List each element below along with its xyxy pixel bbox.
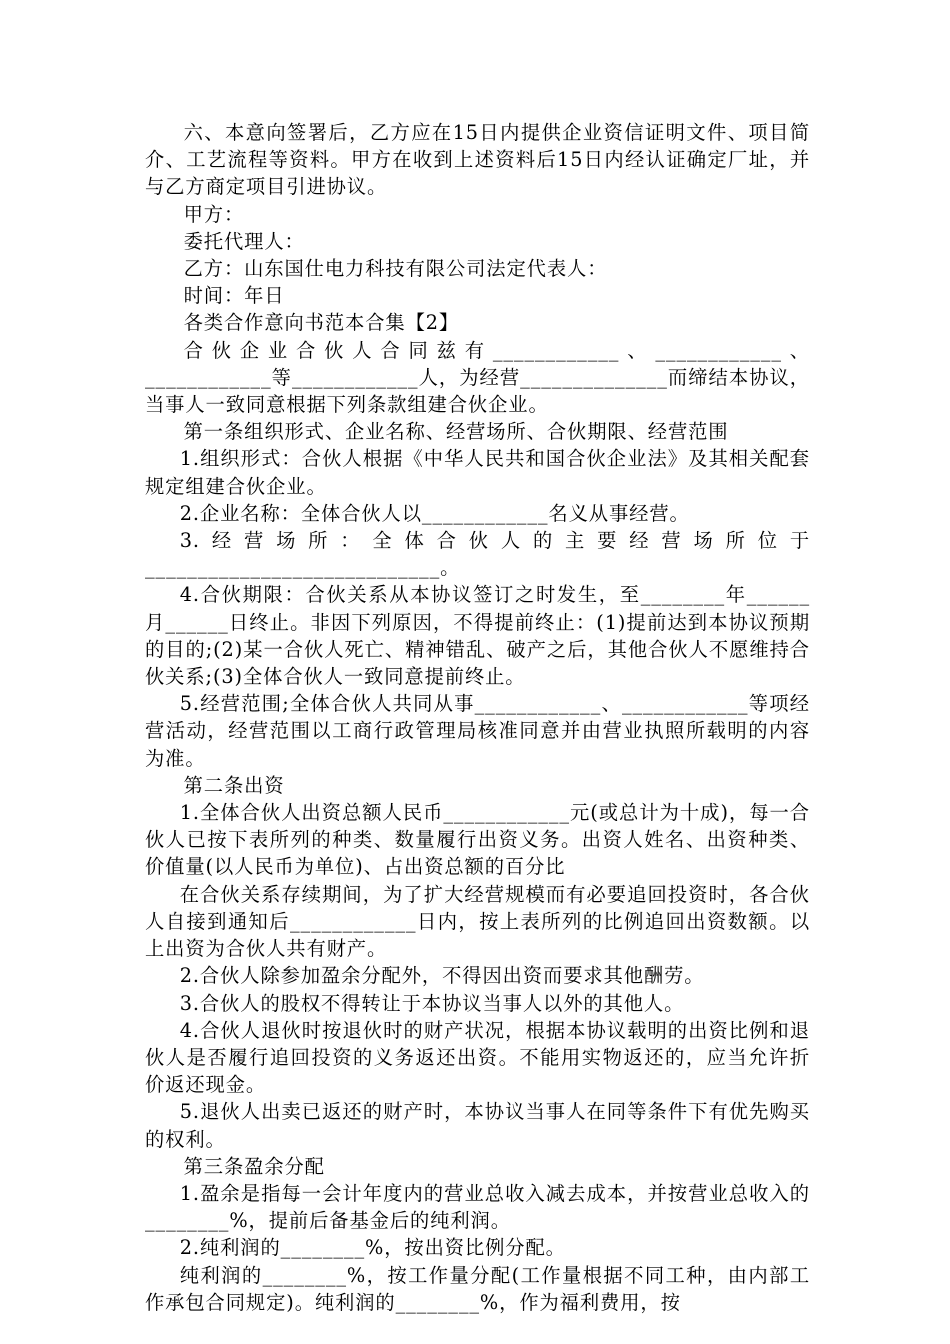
contract-intro: 合伙企业合伙人合同兹有____________、____________、____________等____________人，为经营______________而缔结本协议，当事人一致同意根据下列条款组建合伙企业。 — [145, 338, 810, 417]
clause-1-3: 3.经营场所：全体合伙人的主要经营场所位于____________________________。 — [145, 529, 810, 580]
clause-1-5: 5.经营范围;全体合伙人共同从事____________、____________等项经营活动，经营范围以工商行政管理局核准同意并由营业执照所载明的内容为准。 — [145, 692, 810, 770]
clause-2-4: 4.合伙人退伙时按退伙时的财产状况，根据本协议载明的出资比例和退伙人是否履行追回投资的义务返还出资。不能用实物返还的，应当允许折价返还现金。 — [145, 1018, 810, 1097]
document-page — [145, 119, 810, 1316]
clause-1-2: 2.企业名称：全体合伙人以____________名义从事经营。 — [179, 501, 690, 525]
section-title: 各类合作意向书范本合集【2】 — [183, 311, 460, 335]
agent-label: 委托代理人： — [183, 229, 305, 253]
clause-2-1-cont: 在合伙关系存续期间，为了扩大经营规模而有必要追回投资时，各合伙人自接到通知后____________日内，按上表所列的比例追回出资数额。以上出资为合伙人共有财产。 — [145, 882, 810, 961]
clause-3-1: 1.盈余是指每一会计年度内的营业总收入减去成本，并按营业总收入的________%，提前后备基金后的纯利润。 — [145, 1181, 810, 1233]
article-3-heading: 第三条盈余分配 — [183, 1154, 325, 1178]
clause-2-2: 2.合伙人除参加盈余分配外，不得因出资而要求其他酬劳。 — [179, 964, 705, 988]
party-b-label: 乙方：山东国仕电力科技有限公司法定代表人： — [183, 257, 608, 281]
clause-2-5: 5.退伙人出卖已返还的财产时，本协议当事人在同等条件下有优先购买的权利。 — [145, 1100, 810, 1151]
party-a-label: 甲方： — [183, 202, 245, 226]
date-label: 时间：年日 — [183, 284, 285, 308]
clause-2-3: 3.合伙人的股权不得转让于本协议当事人以外的其他人。 — [179, 991, 685, 1015]
clause-1-1: 1.组织形式：合伙人根据《中华人民共和国合伙企业法》及其相关配套规定组建合伙企业。 — [145, 447, 810, 498]
article-2-heading: 第二条出资 — [183, 773, 285, 797]
paragraph-1: 六、本意向签署后，乙方应在15日内提供企业资信证明文件、项目简介、工艺流程等资料。甲方在收到上述资料后15日内经认证确定厂址，并与乙方商定项目引进协议。 — [145, 121, 810, 199]
clause-3-2-cont: 纯利润的________%，按工作量分配(工作量根据不同工种，由内部工作承包合同规定)。纯利润的________%，作为福利费用，按 — [145, 1263, 810, 1314]
article-1-heading: 第一条组织形式、企业名称、经营场所、合伙期限、经营范围 — [183, 420, 729, 444]
clause-2-1: 1.全体合伙人出资总额人民币____________元(或总计为十成)，每一合伙人已按下表所列的种类、数量履行出资义务。出资人姓名、出资种类、价值量(以人民币为单位)、占出资总额的百分比 — [145, 801, 810, 879]
clause-3-2: 2.纯利润的________%，按出资比例分配。 — [179, 1236, 566, 1260]
clause-1-4: 4.合伙期限：合伙关系从本协议签订之时发生，至________年______月______日终止。非因下列原因，不得提前终止：(1)提前达到本协议预期的目的;(2)某一合伙人死亡、精神错乱、破产之后，其他合伙人不愿维持合伙关系;(3)全体合伙人一致同意提前终止。 — [145, 583, 810, 689]
